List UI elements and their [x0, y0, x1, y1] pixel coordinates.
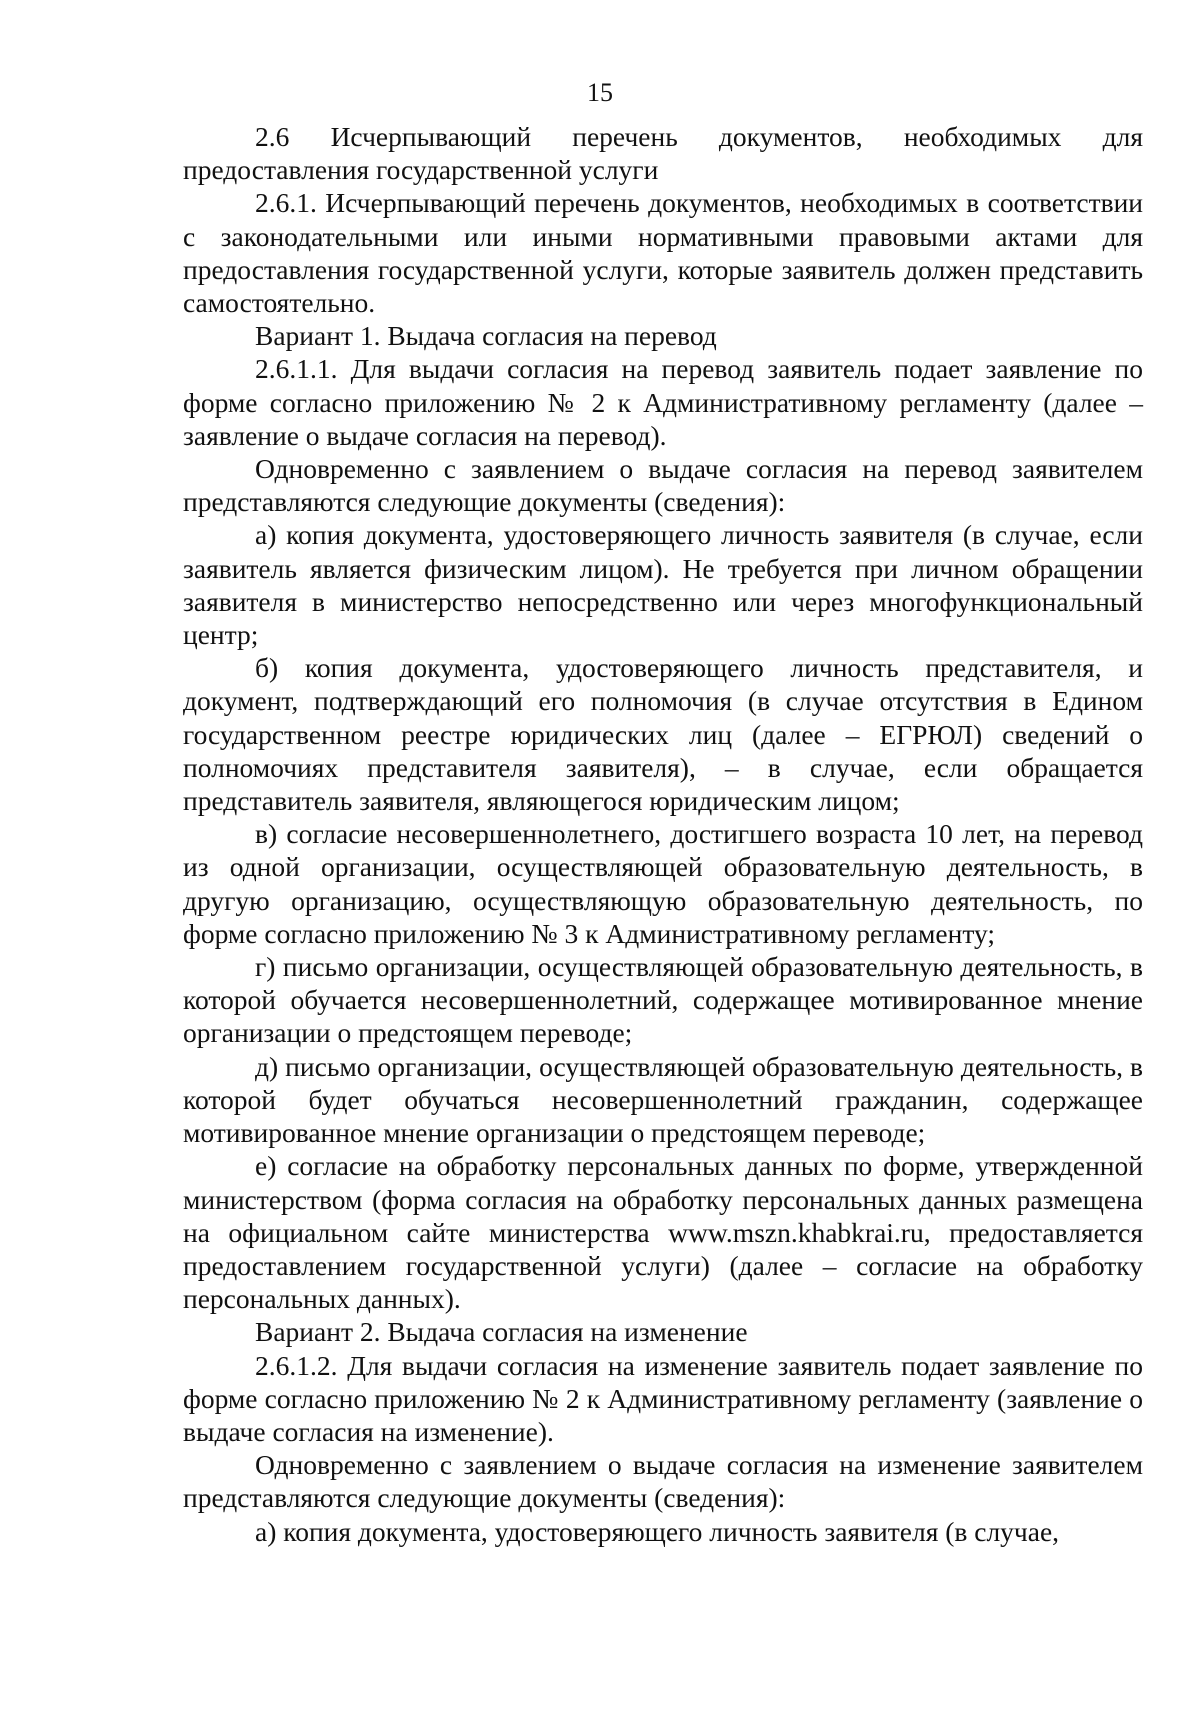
list-item-e: е) согласие на обработку персональных данных по форме, утвержденной министерством (форма согласия на обработку персональных данных размещена на официальном сайте министерства www.mszn.khabkrai.ru, предоставляется предоставлением государственной услуги) (далее – согласие на обработку персональных данных). [183, 1150, 1143, 1315]
documents-intro-variant-1: Одновременно с заявлением о выдаче согласия на перевод заявителем представляются следующие документы (сведения): [183, 453, 1143, 518]
list-item-b: б) копия документа, удостоверяющего личность представителя, и документ, подтверждающий его полномочия (в случае отсутствия в Едином государственном реестре юридических лиц (далее – ЕГРЮЛ) сведений о полномочиях представителя заявителя), – в случае, если обращается представитель заявителя, являющегося юридическим лицом; [183, 652, 1143, 817]
variant-2-heading: Вариант 2. Выдача согласия на изменение [255, 1316, 748, 1348]
document-body [183, 120, 1143, 1548]
paragraph-2-6-1-1: 2.6.1.1. Для выдачи согласия на перевод заявитель подает заявление по форме согласно приложению № 2 к Административному регламенту (далее – заявление о выдаче согласия на перевод). [183, 353, 1143, 451]
paragraph-2-6-1-2: 2.6.1.2. Для выдачи согласия на изменение заявитель подает заявление по форме согласно приложению № 2 к Административному регламенту (заявление о выдаче согласия на изменение). [183, 1349, 1143, 1447]
page-number: 15 [587, 78, 613, 107]
variant-1-heading: Вариант 1. Выдача согласия на перевод [255, 320, 717, 352]
list-item-a: а) копия документа, удостоверяющего личность заявителя (в случае, если заявитель является физическим лицом). Не требуется при личном обращении заявителя в министерство непосредственно или через многофункциональный центр; [183, 519, 1143, 651]
documents-intro-variant-2: Одновременно с заявлением о выдаче согласия на изменение заявителем представляются следующие документы (сведения): [183, 1449, 1143, 1514]
section-heading-2-6: 2.6 Исчерпывающий перечень документов, необходимых для предоставления государственной услуги [183, 121, 1143, 186]
list-item-a-variant-2: а) копия документа, удостоверяющего личность заявителя (в случае, [255, 1515, 1060, 1547]
list-item-v: в) согласие несовершеннолетнего, достигшего возраста 10 лет, на перевод из одной организации, осуществляющей образовательную деятельность, в другую организацию, осуществляющую образовательную деятельность, по форме согласно приложению № 3 к Административному регламенту; [183, 818, 1143, 949]
list-item-g: г) письмо организации, осуществляющей образовательную деятельность, в которой обучается несовершеннолетний, содержащее мотивированное мнение организации о предстоящем переводе; [183, 951, 1143, 1049]
paragraph-2-6-1: 2.6.1. Исчерпывающий перечень документов, необходимых в соответствии с законодательными или иными нормативными правовыми актами для предоставления государственной услуги, которые заявитель должен представить самостоятельно. [183, 187, 1143, 319]
list-item-d: д) письмо организации, осуществляющей образовательную деятельность, в которой будет обучаться несовершеннолетний гражданин, содержащее мотивированное мнение организации о предстоящем переводе; [183, 1050, 1143, 1149]
